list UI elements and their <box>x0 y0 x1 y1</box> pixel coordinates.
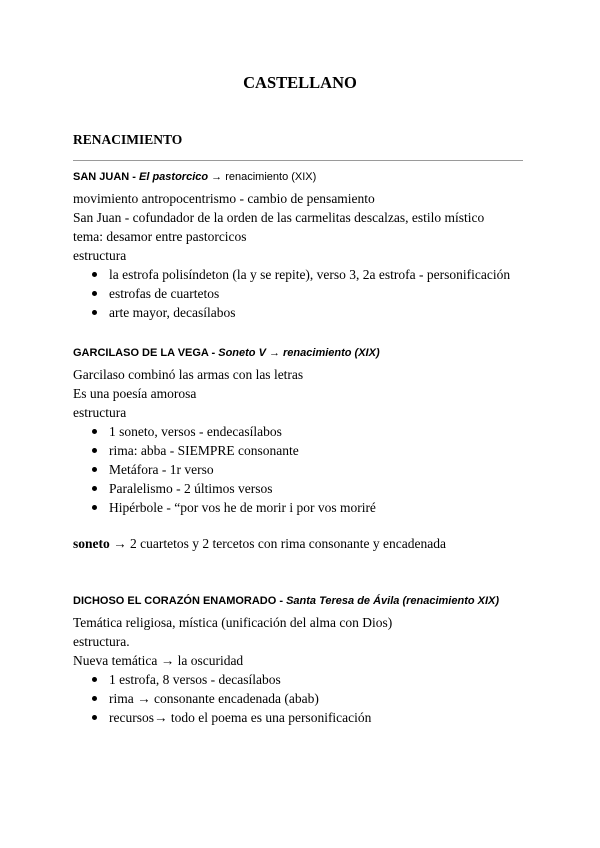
garcilaso-heading <box>73 346 543 360</box>
soneto-definition <box>73 534 543 553</box>
page-title: CASTELLANO <box>243 73 357 92</box>
teresa-line: estructura. <box>73 634 130 649</box>
sanjuan-line: movimiento antropocentrismo - cambio de pensamiento <box>73 191 375 206</box>
sanjuan-block <box>73 170 543 322</box>
garcilaso-bullet-list <box>73 422 543 517</box>
list-item: recursos→ todo el poema es una personificación <box>73 708 543 727</box>
list-item: Hipérbole - “por vos he de morir i por vos moriré <box>73 498 543 517</box>
list-item: 1 estrofa, 8 versos - decasílabos <box>73 670 543 689</box>
garcilaso-heading-work: Soneto V → renacimiento (XIX) <box>218 347 380 359</box>
garcilaso-line: Es una poesía amorosa <box>73 386 197 401</box>
list-item: rima: abba - SIEMPRE consonante <box>73 441 543 460</box>
sanjuan-heading-work: El pastorcico <box>139 171 209 183</box>
garcilaso-block <box>73 346 543 517</box>
sanjuan-line: San Juan - cofundador de la orden de las carmelitas descalzas, estilo místico <box>73 210 485 225</box>
garcilaso-line: estructura <box>73 405 127 420</box>
section-title: RENACIMIENTO <box>73 132 183 147</box>
list-item: la estrofa polisíndeton (la y se repite), verso 3, 2a estrofa - personificación <box>73 265 543 284</box>
teresa-heading <box>73 594 543 608</box>
horizontal-rule <box>73 160 523 161</box>
sanjuan-heading-author: SAN JUAN - <box>73 171 140 183</box>
list-item: rima → consonante encadenada (abab) <box>73 689 543 708</box>
soneto-def: → 2 cuartetos y 2 tercetos con rima consonante y encadenada <box>109 536 446 551</box>
sanjuan-bullet-list <box>73 265 543 322</box>
teresa-line: Temática religiosa, mística (unificación del alma con Dios) <box>73 615 393 630</box>
teresa-block <box>73 594 543 727</box>
sanjuan-line: estructura <box>73 248 127 263</box>
list-item: Paralelismo - 2 últimos versos <box>73 479 543 498</box>
teresa-heading-work: DICHOSO EL CORAZÓN ENAMORADO - <box>73 595 287 607</box>
garcilaso-line: Garcilaso combinó las armas con las letras <box>73 367 304 382</box>
teresa-line: Nueva temática → la oscuridad <box>73 653 244 668</box>
sanjuan-line: tema: desamor entre pastorcicos <box>73 229 247 244</box>
list-item: 1 soneto, versos - endecasílabos <box>73 422 543 441</box>
sanjuan-heading-period: → renacimiento (XIX) <box>208 171 317 183</box>
garcilaso-heading-author: GARCILASO DE LA VEGA - <box>73 347 219 359</box>
sanjuan-heading <box>73 170 543 184</box>
list-item: arte mayor, decasílabos <box>73 303 543 322</box>
list-item: Metáfora - 1r verso <box>73 460 543 479</box>
list-item: estrofas de cuartetos <box>73 284 543 303</box>
teresa-bullet-list <box>73 670 543 727</box>
teresa-heading-author: Santa Teresa de Ávila (renacimiento XIX) <box>286 595 500 607</box>
soneto-term: soneto <box>73 536 110 551</box>
